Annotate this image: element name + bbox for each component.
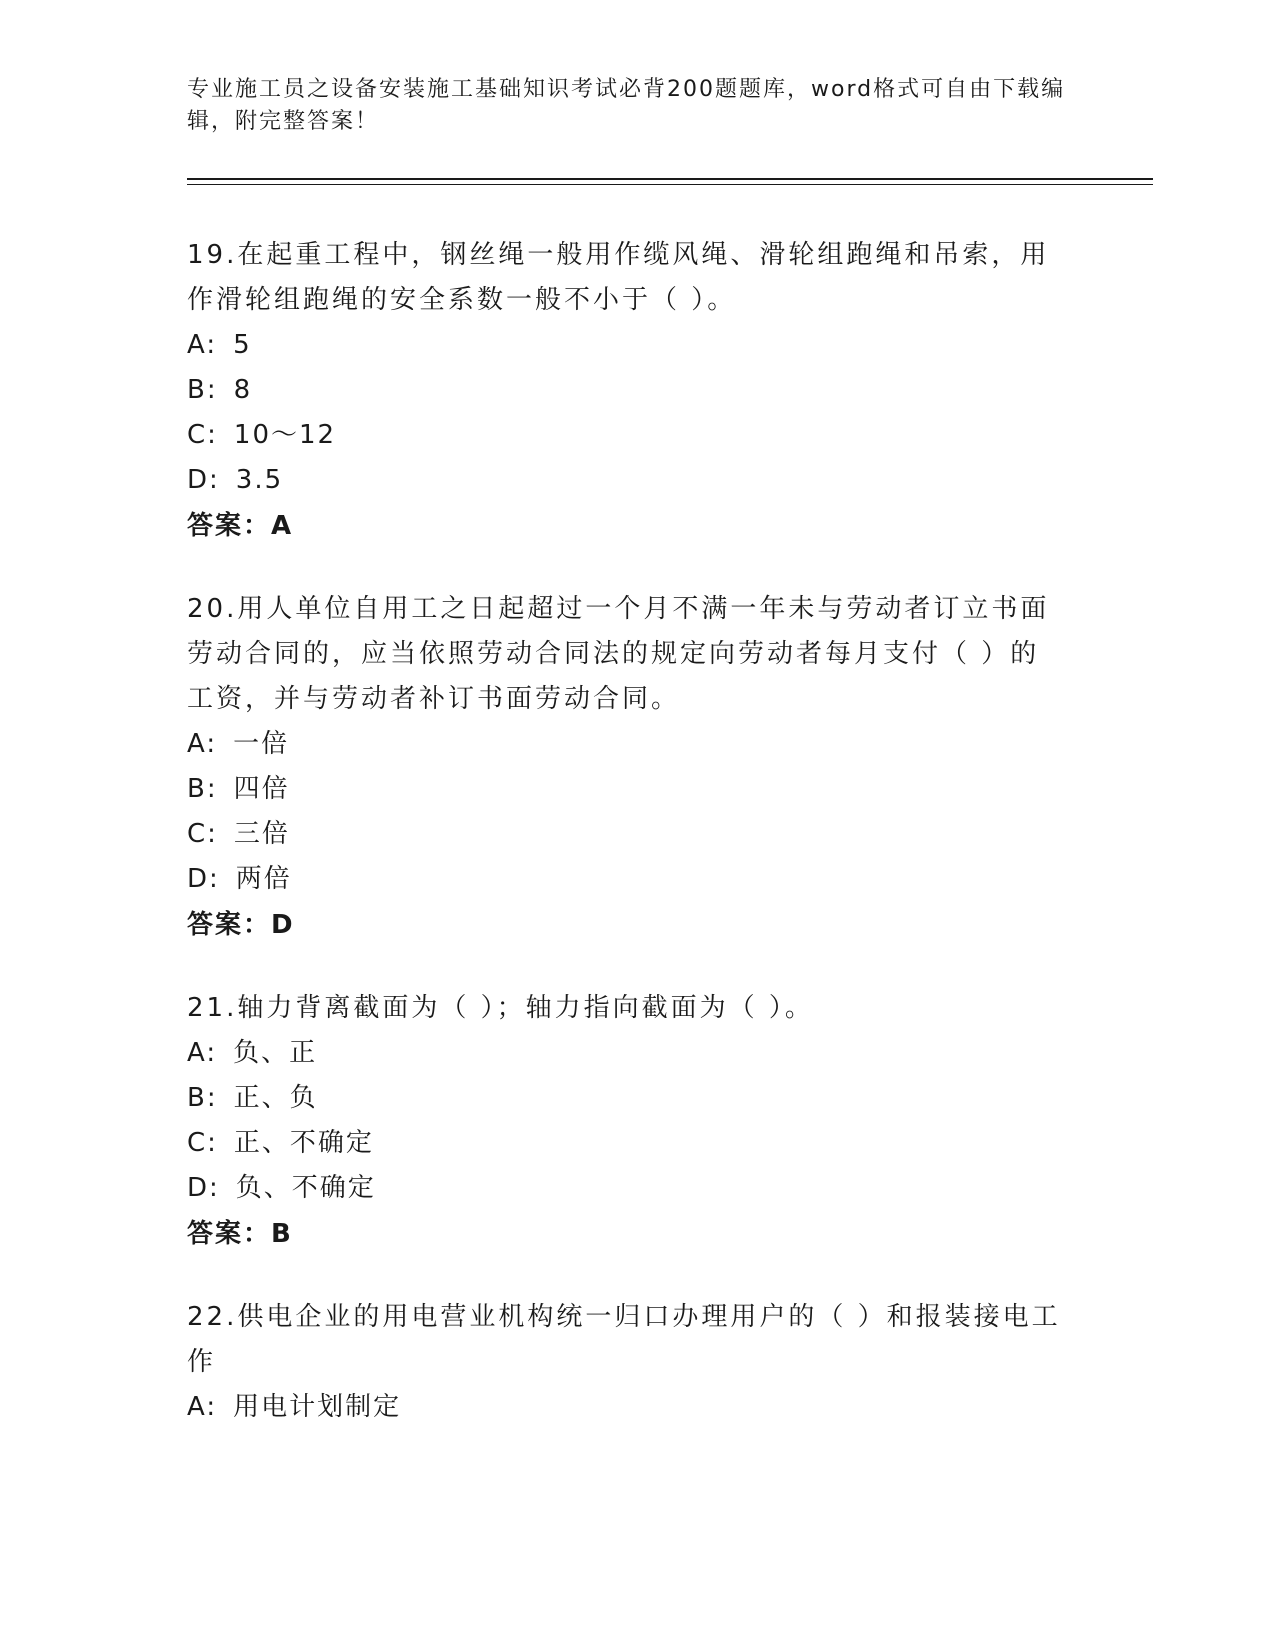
question-list <box>187 233 1067 1468</box>
question-20 <box>187 587 1067 948</box>
option-value: 三倍 <box>233 819 290 849</box>
option-label: B: <box>187 774 218 804</box>
option-a <box>187 722 1067 767</box>
option-value: 两倍 <box>235 864 292 894</box>
option-b <box>187 368 1067 413</box>
option-label: A: <box>187 1038 218 1068</box>
option-d <box>187 857 1067 902</box>
option-c <box>187 812 1067 857</box>
option-label: A: <box>187 1392 218 1422</box>
option-a <box>187 323 1067 368</box>
option-value: 负、正 <box>233 1038 318 1068</box>
question-21 <box>187 986 1067 1257</box>
option-value: 5 <box>233 330 252 360</box>
option-value: 10～12 <box>233 420 337 450</box>
question-19 <box>187 233 1067 549</box>
document-header: 专业施工员之设备安装施工基础知识考试必背200题题库，word格式可自由下载编辑，附完整答案！ <box>187 77 1066 134</box>
option-label: D: <box>187 1173 220 1203</box>
option-b <box>187 1076 1067 1121</box>
option-label: A: <box>187 729 218 759</box>
question-text: 21.轴力背离截面为（ ）；轴力指向截面为（ ）。 <box>187 993 814 1023</box>
option-a <box>187 1031 1067 1076</box>
option-value: 正、不确定 <box>233 1128 374 1158</box>
option-value: 3.5 <box>235 465 284 495</box>
option-d <box>187 1166 1067 1211</box>
option-a <box>187 1385 1067 1430</box>
option-label: C: <box>187 819 218 849</box>
answer-text: 答案：B <box>187 1219 293 1249</box>
option-value: 正、负 <box>233 1083 318 1113</box>
question-text: 22.供电企业的用电营业机构统一归口办理用户的（ ）和报装接电工作 <box>187 1302 1061 1377</box>
question-text: 19.在起重工程中，钢丝绳一般用作缆风绳、滑轮组跑绳和吊索，用作滑轮组跑绳的安全系数一般不小于（ ）。 <box>187 240 1050 315</box>
answer-text: 答案：A <box>187 511 294 541</box>
option-value: 四倍 <box>233 774 290 804</box>
option-b <box>187 767 1067 812</box>
option-label: D: <box>187 465 220 495</box>
answer-text: 答案：D <box>187 910 295 940</box>
option-value: 一倍 <box>233 729 290 759</box>
option-value: 8 <box>233 375 253 405</box>
option-label: B: <box>187 375 218 405</box>
option-value: 用电计划制定 <box>233 1392 402 1422</box>
option-c <box>187 1121 1067 1166</box>
option-label: C: <box>187 1128 218 1158</box>
question-22 <box>187 1295 1067 1430</box>
option-c <box>187 413 1067 458</box>
header-divider <box>187 178 1153 185</box>
option-label: C: <box>187 420 218 450</box>
option-label: A: <box>187 330 218 360</box>
option-value: 负、不确定 <box>235 1173 376 1203</box>
question-text: 20.用人单位自用工之日起超过一个月不满一年未与劳动者订立书面劳动合同的，应当依照劳动合同法的规定向劳动者每月支付（ ）的工资，并与劳动者补订书面劳动合同。 <box>187 594 1050 714</box>
option-label: D: <box>187 864 220 894</box>
option-label: B: <box>187 1083 218 1113</box>
option-d <box>187 458 1067 503</box>
